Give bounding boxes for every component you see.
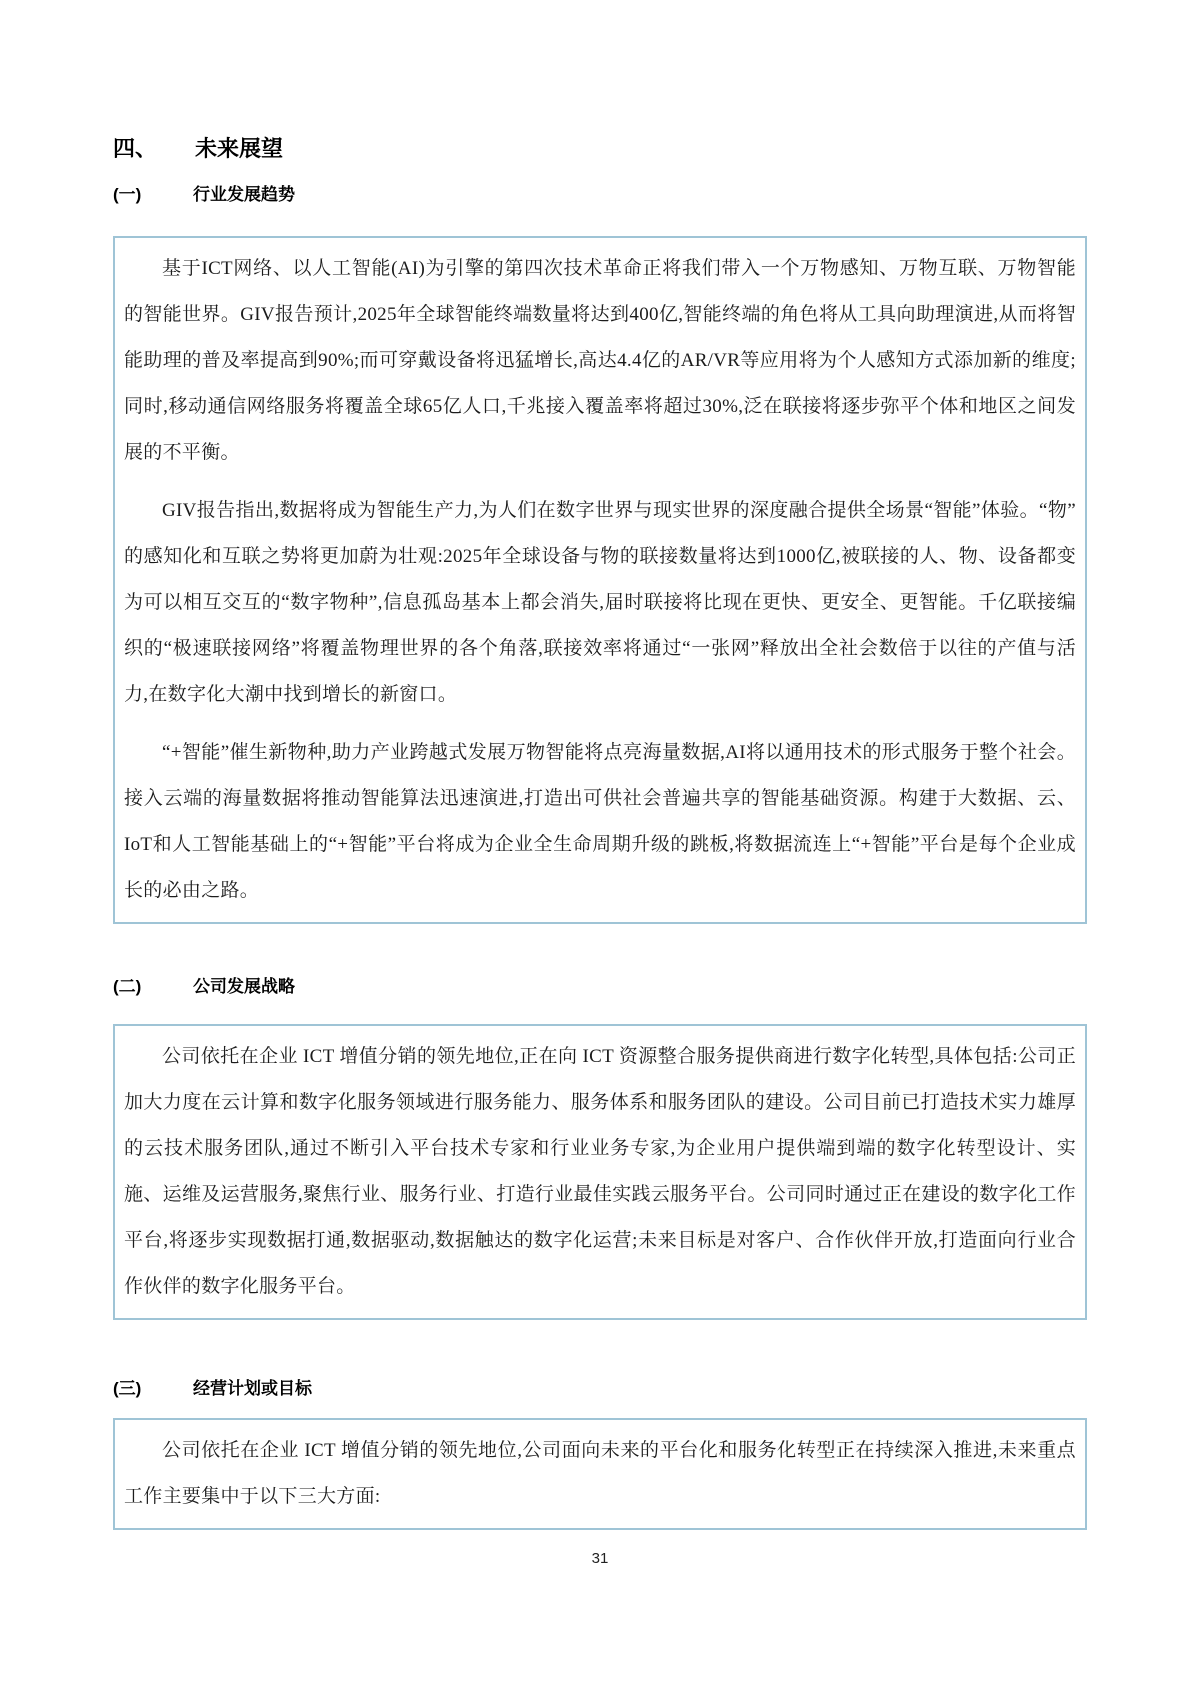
section-textbox-company-strategy xyxy=(113,1024,1087,1320)
section-heading-title: 经营计划或目标 xyxy=(193,1379,312,1398)
section-heading-business-plan xyxy=(113,1378,1087,1400)
page-number: 31 xyxy=(591,1550,609,1567)
section-heading-title: 行业发展趋势 xyxy=(193,185,295,204)
section-heading-number: (三) xyxy=(113,1379,142,1398)
paragraph: 公司依托在企业 ICT 增值分销的领先地位,正在向 ICT 资源整合服务提供商进行数字化转型,具体包括:公司正加大力度在云计算和数字化服务领域进行服务能力、服务体系和服务团队的建设。公司目前已打造技术实力雄厚的云技术服务团队,通过不断引入平台技术专家和行业业务专家,为企业用户提供端到端的数字化转型设计、实施、运维及运营服务,聚焦行业、服务行业、打造行业最佳实践云服务平台。公司同时通过正在建设的数字化工作平台,将逐步实现数据打通,数据驱动,数据触达的数字化运营;未来目标是对客户、合作伙伴开放,打造面向行业合作伙伴的数字化服务平台。 xyxy=(124,1046,1076,1297)
main-heading xyxy=(113,136,1087,162)
section-textbox-industry-trends xyxy=(113,236,1087,924)
section-textbox-business-plan xyxy=(113,1418,1087,1530)
paragraph: 公司依托在企业 ICT 增值分销的领先地位,公司面向未来的平台化和服务化转型正在持续深入推进,未来重点工作主要集中于以下三大方面: xyxy=(124,1440,1076,1507)
main-heading-number: 四、 xyxy=(113,136,158,161)
paragraph: GIV报告指出,数据将成为智能生产力,为人们在数字世界与现实世界的深度融合提供全场景“智能”体验。“物”的感知化和互联之势将更加蔚为壮观:2025年全球设备与物的联接数量将达到1000亿,被联接的人、物、设备都变为可以相互交互的“数字物种”,信息孤岛基本上都会消失,届时联接将比现在更快、更安全、更智能。千亿联接编织的“极速联接网络”将覆盖物理世界的各个角落,联接效率将通过“一张网”释放出全社会数倍于以往的产值与活力,在数字化大潮中找到增长的新窗口。 xyxy=(124,500,1076,705)
section-heading-number: (二) xyxy=(113,977,142,996)
section-heading-company-strategy xyxy=(113,976,1087,998)
paragraph: “+智能”催生新物种,助力产业跨越式发展万物智能将点亮海量数据,AI将以通用技术的形式服务于整个社会。接入云端的海量数据将推动智能算法迅速演进,打造出可供社会普遍共享的智能基础资源。构建于大数据、云、IoT和人工智能基础上的“+智能”平台将成为企业全生命周期升级的跳板,将数据流连上“+智能”平台是每个企业成长的必由之路。 xyxy=(124,742,1076,901)
section-heading-title: 公司发展战略 xyxy=(193,977,295,996)
section-heading-number: (一) xyxy=(113,185,142,204)
section-heading-industry-trends xyxy=(113,184,1087,206)
main-heading-title: 未来展望 xyxy=(195,136,284,161)
paragraph: 基于ICT网络、以人工智能(AI)为引擎的第四次技术革命正将我们带入一个万物感知、万物互联、万物智能的智能世界。GIV报告预计,2025年全球智能终端数量将达到400亿,智能终端的角色将从工具向助理演进,从而将智能助理的普及率提高到90%;而可穿戴设备将迅猛增长,高达4.4亿的AR/VR等应用将为个人感知方式添加新的维度;同时,移动通信网络服务将覆盖全球65亿人口,千兆接入覆盖率将超过30%,泛在联接将逐步弥平个体和地区之间发展的不平衡。 xyxy=(124,258,1076,463)
